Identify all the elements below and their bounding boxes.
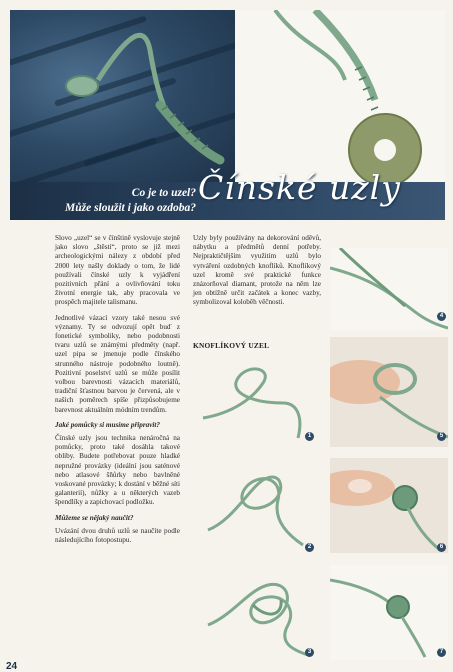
step-5-finger-holding-knot-icon xyxy=(330,337,448,447)
hero-photo-jade-pendant xyxy=(235,10,445,185)
question-heading: Můžeme se nějaký naučit? xyxy=(55,513,134,522)
green-knot-ornament-icon xyxy=(10,10,235,185)
jade-donut-pendant-icon xyxy=(235,10,445,185)
step-number-badge: 4 xyxy=(437,312,446,321)
page-title: Čínské uzly xyxy=(198,168,401,207)
paragraph: Čínské uzly jsou technika nenáročná na pomůcky, proto také dosáhla takové obliby. Budete potřebovat pouze hladké nepružné provázky (ideální jsou saténové nebo atlasové šňůrky nebo bavlněné voskované provázky; k dostání v běžné síti galanterií), nůžky a u některých vazeb špendlíky a zapichovací podložku. xyxy=(55,434,180,507)
step-number-badge: 7 xyxy=(437,648,446,657)
step-number-badge: 2 xyxy=(305,543,314,552)
step-5-photo xyxy=(330,337,448,447)
subtitle-line-1: Co je to uzel? xyxy=(131,187,196,199)
section-heading-button-knot: KNOFLÍKOVÝ UZEL xyxy=(193,341,270,350)
step-3-woven-loop-icon xyxy=(193,565,321,660)
step-4-photo xyxy=(330,248,448,330)
paragraph: Uzly byly používány na dekorování oděvů, nábytku a předmětů denní potřeby. Nejpraktičtějším využitím uzlů bylo vytváření ozdobných knoflíků. Knoflíkový uzel kromě své praktické funkce znázorňoval diamant, protože na něm lze jen obtížně určit začátek a konec vazby, symbolizoval koloběh věčnosti. xyxy=(193,234,321,307)
step-6-tightening-knot-icon xyxy=(330,458,448,553)
step-7-finished-button-knot-icon xyxy=(330,565,448,660)
text-column-1 xyxy=(55,234,180,551)
step-7-photo xyxy=(330,565,448,660)
title-subtitle xyxy=(36,186,196,216)
step-4-knot-tails-icon xyxy=(330,248,448,330)
step-6-photo xyxy=(330,458,448,553)
step-2-double-loop-icon xyxy=(193,460,321,555)
subtitle-line-2: Může sloužit i jako ozdoba? xyxy=(65,202,196,214)
step-number-badge: 1 xyxy=(305,432,314,441)
paragraph: Uvázání dvou druhů uzlů se naučíte podle následujícího fotopostupu. xyxy=(55,526,180,545)
hero-photo-pillow-with-knot xyxy=(10,10,235,185)
text-column-2 xyxy=(193,234,321,314)
page-number: 24 xyxy=(6,661,18,672)
question-heading: Jaké pomůcky si musíme připravit? xyxy=(55,420,161,429)
paragraph: Jednotlivé vázací vzory také nesou své významy. Ty se odvozují opět buď z fonetické symboliky, nebo podobnosti tvaru uzlů se známými předměty (např. uzel pipa se jmenuje podle čínského strunného nástroje podobného loutně). Pozitivní poselství uzlů se může posílit volbou barevnosti vázacích materiálů, tradiční šťastnou barvou je červená, ale v našich poměrech spíše přizpůsobujeme barevnost aktuálním módním trendům. xyxy=(55,313,180,414)
step-number-badge: 5 xyxy=(437,432,446,441)
paragraph: Slovo „uzel“ se v čínštině vyslovuje stejně jako slovo „štěstí“, proto se již mezi archeologickými nálezy z období před 2000 lety našly doklady o tom, že lidé používali čínské uzly k vyjádření pozitivních přání a ovlivňování toku životní energie tak, aby pracovala ve prospěch majitele talismanu. xyxy=(55,234,180,307)
step-1-cord-loop-icon xyxy=(193,358,321,448)
step-number-badge: 6 xyxy=(437,543,446,552)
step-number-badge: 3 xyxy=(305,648,314,657)
